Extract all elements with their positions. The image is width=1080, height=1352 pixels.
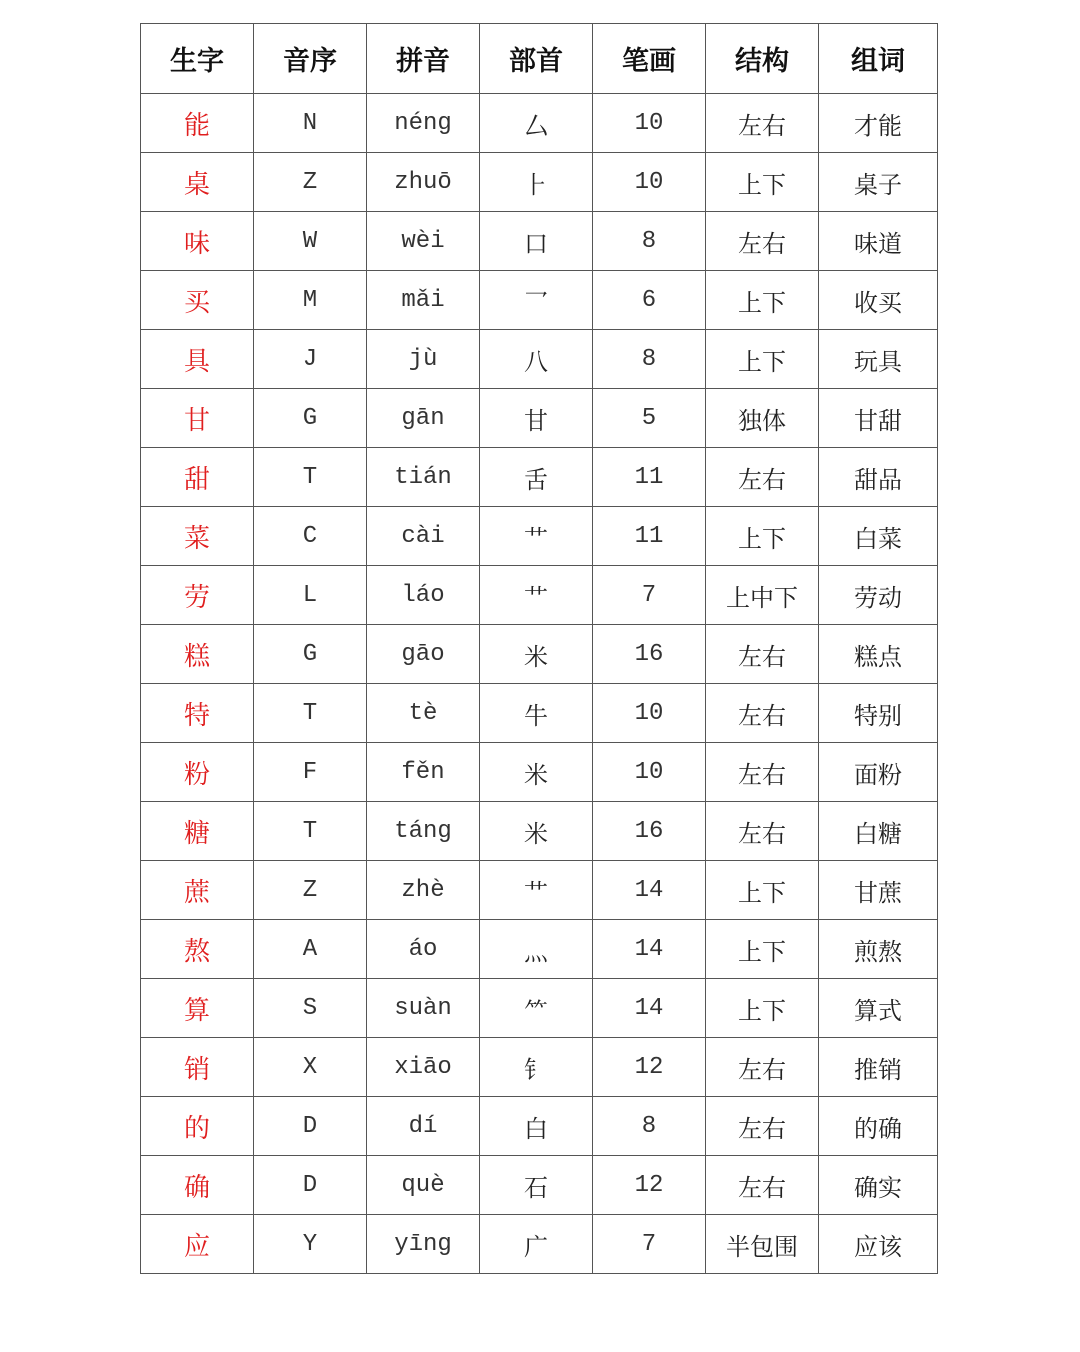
table-row — [141, 271, 938, 330]
cell-initial-letter: S — [254, 979, 367, 1038]
table-row — [141, 625, 938, 684]
cell-radical: 口 — [480, 212, 593, 271]
cell-word: 糕点 — [819, 625, 938, 684]
cell-character: 特 — [141, 684, 254, 743]
cell-stroke-count: 7 — [593, 1215, 706, 1274]
cell-initial-letter: T — [254, 802, 367, 861]
cell-word: 的确 — [819, 1097, 938, 1156]
cell-word: 味道 — [819, 212, 938, 271]
table-row — [141, 1215, 938, 1274]
cell-radical: 艹 — [480, 507, 593, 566]
header-word: 组词 — [819, 24, 938, 94]
cell-structure: 半包围 — [706, 1215, 819, 1274]
cell-initial-letter: A — [254, 920, 367, 979]
table-row — [141, 802, 938, 861]
cell-radical: 白 — [480, 1097, 593, 1156]
cell-structure: 左右 — [706, 684, 819, 743]
cell-initial-letter: Z — [254, 861, 367, 920]
cell-radical: ⺊ — [480, 153, 593, 212]
table-row — [141, 743, 938, 802]
cell-initial-letter: J — [254, 330, 367, 389]
cell-character: 能 — [141, 94, 254, 153]
cell-initial-letter: X — [254, 1038, 367, 1097]
cell-radical: ⺮ — [480, 979, 593, 1038]
cell-character: 算 — [141, 979, 254, 1038]
cell-word: 收买 — [819, 271, 938, 330]
table-row — [141, 861, 938, 920]
cell-word: 确实 — [819, 1156, 938, 1215]
cell-stroke-count: 6 — [593, 271, 706, 330]
cell-structure: 上下 — [706, 271, 819, 330]
table-row — [141, 212, 938, 271]
cell-character: 买 — [141, 271, 254, 330]
cell-initial-letter: F — [254, 743, 367, 802]
cell-pinyin: mǎi — [367, 271, 480, 330]
cell-word: 煎熬 — [819, 920, 938, 979]
table-row — [141, 389, 938, 448]
header-structure: 结构 — [706, 24, 819, 94]
cell-stroke-count: 10 — [593, 743, 706, 802]
cell-structure: 上下 — [706, 979, 819, 1038]
cell-character: 确 — [141, 1156, 254, 1215]
cell-stroke-count: 10 — [593, 684, 706, 743]
cell-character: 菜 — [141, 507, 254, 566]
cell-stroke-count: 8 — [593, 1097, 706, 1156]
cell-initial-letter: N — [254, 94, 367, 153]
cell-word: 甘蔗 — [819, 861, 938, 920]
cell-stroke-count: 16 — [593, 625, 706, 684]
cell-structure: 左右 — [706, 448, 819, 507]
cell-stroke-count: 11 — [593, 448, 706, 507]
cell-structure: 上下 — [706, 330, 819, 389]
cell-radical: 灬 — [480, 920, 593, 979]
cell-radical: 乛 — [480, 271, 593, 330]
cell-structure: 左右 — [706, 802, 819, 861]
cell-pinyin: xiāo — [367, 1038, 480, 1097]
cell-structure: 上下 — [706, 920, 819, 979]
table-row — [141, 94, 938, 153]
cell-radical: 钅 — [480, 1038, 593, 1097]
cell-stroke-count: 8 — [593, 330, 706, 389]
cell-stroke-count: 10 — [593, 153, 706, 212]
cell-initial-letter: G — [254, 389, 367, 448]
cell-stroke-count: 14 — [593, 861, 706, 920]
cell-pinyin: cài — [367, 507, 480, 566]
cell-word: 桌子 — [819, 153, 938, 212]
table-row — [141, 566, 938, 625]
cell-word: 劳动 — [819, 566, 938, 625]
cell-initial-letter: G — [254, 625, 367, 684]
cell-radical: 艹 — [480, 566, 593, 625]
cell-pinyin: wèi — [367, 212, 480, 271]
cell-initial-letter: T — [254, 684, 367, 743]
cell-pinyin: láo — [367, 566, 480, 625]
cell-pinyin: néng — [367, 94, 480, 153]
cell-word: 甘甜 — [819, 389, 938, 448]
cell-radical: 广 — [480, 1215, 593, 1274]
header-stroke-count: 笔画 — [593, 24, 706, 94]
cell-initial-letter: T — [254, 448, 367, 507]
cell-stroke-count: 16 — [593, 802, 706, 861]
cell-character: 蔗 — [141, 861, 254, 920]
cell-radical: 米 — [480, 625, 593, 684]
cell-radical: 厶 — [480, 94, 593, 153]
cell-initial-letter: W — [254, 212, 367, 271]
cell-structure: 左右 — [706, 212, 819, 271]
cell-pinyin: suàn — [367, 979, 480, 1038]
table-body — [141, 94, 938, 1274]
table-row — [141, 920, 938, 979]
cell-radical: 米 — [480, 802, 593, 861]
table-row — [141, 330, 938, 389]
cell-character: 桌 — [141, 153, 254, 212]
cell-pinyin: què — [367, 1156, 480, 1215]
cell-pinyin: fěn — [367, 743, 480, 802]
cell-radical: 舌 — [480, 448, 593, 507]
header-radical: 部首 — [480, 24, 593, 94]
cell-character: 甘 — [141, 389, 254, 448]
cell-structure: 左右 — [706, 625, 819, 684]
cell-word: 才能 — [819, 94, 938, 153]
cell-word: 应该 — [819, 1215, 938, 1274]
cell-structure: 上下 — [706, 153, 819, 212]
cell-stroke-count: 12 — [593, 1038, 706, 1097]
cell-character: 糖 — [141, 802, 254, 861]
header-row — [141, 24, 938, 94]
cell-radical: 甘 — [480, 389, 593, 448]
table-row — [141, 684, 938, 743]
cell-initial-letter: C — [254, 507, 367, 566]
table-row — [141, 1038, 938, 1097]
cell-pinyin: zhè — [367, 861, 480, 920]
cell-character: 应 — [141, 1215, 254, 1274]
cell-pinyin: tè — [367, 684, 480, 743]
cell-pinyin: áo — [367, 920, 480, 979]
cell-structure: 左右 — [706, 1156, 819, 1215]
cell-word: 算式 — [819, 979, 938, 1038]
cell-stroke-count: 7 — [593, 566, 706, 625]
cell-character: 劳 — [141, 566, 254, 625]
cell-structure: 左右 — [706, 94, 819, 153]
cell-word: 推销 — [819, 1038, 938, 1097]
cell-character: 粉 — [141, 743, 254, 802]
cell-pinyin: tián — [367, 448, 480, 507]
cell-pinyin: dí — [367, 1097, 480, 1156]
cell-stroke-count: 8 — [593, 212, 706, 271]
cell-radical: 米 — [480, 743, 593, 802]
cell-word: 特别 — [819, 684, 938, 743]
cell-word: 甜品 — [819, 448, 938, 507]
table-row — [141, 507, 938, 566]
cell-structure: 左右 — [706, 743, 819, 802]
cell-initial-letter: Y — [254, 1215, 367, 1274]
cell-initial-letter: M — [254, 271, 367, 330]
character-table — [140, 23, 938, 1274]
cell-initial-letter: Z — [254, 153, 367, 212]
header-initial-letter: 音序 — [254, 24, 367, 94]
cell-stroke-count: 14 — [593, 979, 706, 1038]
cell-initial-letter: L — [254, 566, 367, 625]
table-row — [141, 979, 938, 1038]
cell-character: 熬 — [141, 920, 254, 979]
cell-stroke-count: 12 — [593, 1156, 706, 1215]
cell-word: 玩具 — [819, 330, 938, 389]
cell-pinyin: gān — [367, 389, 480, 448]
cell-stroke-count: 5 — [593, 389, 706, 448]
cell-radical: 八 — [480, 330, 593, 389]
cell-initial-letter: D — [254, 1097, 367, 1156]
cell-pinyin: gāo — [367, 625, 480, 684]
cell-structure: 上下 — [706, 861, 819, 920]
cell-structure: 上中下 — [706, 566, 819, 625]
table-row — [141, 448, 938, 507]
cell-character: 销 — [141, 1038, 254, 1097]
cell-structure: 独体 — [706, 389, 819, 448]
cell-stroke-count: 10 — [593, 94, 706, 153]
cell-character: 甜 — [141, 448, 254, 507]
table-row — [141, 1156, 938, 1215]
cell-radical: 石 — [480, 1156, 593, 1215]
cell-word: 白菜 — [819, 507, 938, 566]
cell-stroke-count: 11 — [593, 507, 706, 566]
table-row — [141, 153, 938, 212]
cell-word: 白糖 — [819, 802, 938, 861]
header-character: 生字 — [141, 24, 254, 94]
cell-character: 具 — [141, 330, 254, 389]
cell-pinyin: táng — [367, 802, 480, 861]
cell-pinyin: yīng — [367, 1215, 480, 1274]
cell-initial-letter: D — [254, 1156, 367, 1215]
cell-structure: 上下 — [706, 507, 819, 566]
cell-pinyin: jù — [367, 330, 480, 389]
cell-word: 面粉 — [819, 743, 938, 802]
cell-character: 的 — [141, 1097, 254, 1156]
header-pinyin: 拼音 — [367, 24, 480, 94]
cell-stroke-count: 14 — [593, 920, 706, 979]
cell-structure: 左右 — [706, 1038, 819, 1097]
cell-structure: 左右 — [706, 1097, 819, 1156]
table-row — [141, 1097, 938, 1156]
cell-character: 味 — [141, 212, 254, 271]
cell-character: 糕 — [141, 625, 254, 684]
cell-radical: 牛 — [480, 684, 593, 743]
cell-radical: 艹 — [480, 861, 593, 920]
cell-pinyin: zhuō — [367, 153, 480, 212]
